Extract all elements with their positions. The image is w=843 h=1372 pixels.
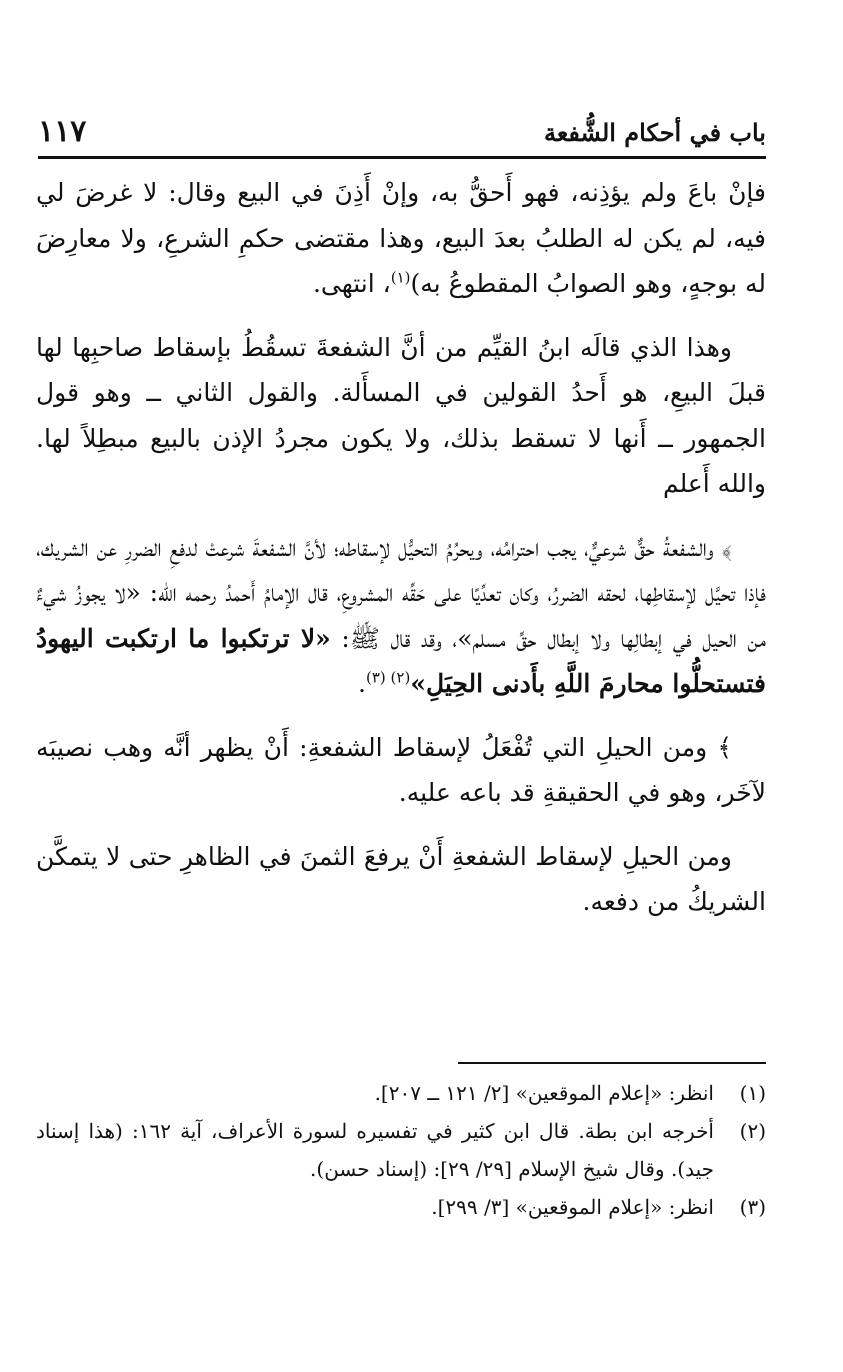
footnote-rule (458, 1062, 766, 1064)
footnotes (36, 1074, 766, 1226)
header-rule (38, 156, 766, 159)
footnote-ref-1: (١) (390, 268, 411, 287)
quote-ahmad: «لا يجوزُ شيءٌ من الحيل في إبطالِها ولا إبطال حقِّ مسلم» (36, 578, 766, 653)
paragraph-3-end: . (358, 669, 366, 698)
running-title: باب في أحكام الشُّفعة (543, 118, 766, 147)
footnote-text: انظر: «إعلام الموقعين» [٢/ ١٢١ ــ ٢٠٧]. (374, 1081, 714, 1105)
footnote-text: أخرجه ابن بطة. قال ابن كثير في تفسيره لسورة الأعراف، آية ١٦٢: (هذا إسناد جيد). وقال شيخ الإسلام [٢٩/ ٢٩]: (إسناد حسن). (36, 1119, 714, 1181)
paragraph-3-text: ﴾ والشفعةُ حقٌّ شرعيٌّ، يجب احترامُه، ويحرُمُ التحيُّل لإسقاطه؛ لأنَّ الشفعةَ شرعتْ لدفعِ الضررِ عن الشريك، فإذا تحيَّل لإسقاطِها، لحقه الضررُ، وكان تعدِّيًا على حَقِّه المشروعِ، قال الإمامُ أَحمدُ رحمه الله: (36, 532, 766, 607)
footnote-text: انظر: «إعلام الموقعين» [٣/ ٢٩٩]. (431, 1195, 714, 1219)
page-number: ١١٧ (38, 114, 87, 149)
footnote-number: (١) (739, 1081, 766, 1105)
paragraph-1-text: فإنْ باعَ ولم يؤذِنه، فهو أَحقُّ به، وإنْ أَذِنَ في البيع وقال: لا غرضَ لي فيه، لم يكن له الطلبُ بعدَ البيع، وهذا مقتضى حكمِ الشرعِ، ولا معارِضَ له بوجهٍ، وهو الصوابُ المقطوعُ به) (36, 178, 766, 298)
footnote-refs-2-3: (٢) (٣) (365, 668, 411, 687)
footnote-3 (36, 1188, 766, 1226)
paragraph-3 (36, 525, 766, 707)
footnote-number: (٣) (739, 1195, 766, 1219)
page-header (38, 114, 766, 154)
footnote-1 (36, 1074, 766, 1112)
paragraph-3-mid: ، وقد قال ﷺ: (341, 623, 458, 653)
footnote-2 (36, 1112, 766, 1188)
main-text (36, 170, 766, 925)
paragraph-5: ومن الحيلِ لإسقاط الشفعةِ أَنْ يرفعَ الثمنَ في الظاهرِ حتى لا يتمكَّن الشريكُ من دفعه. (36, 841, 766, 916)
paragraph-4: ﴾ ومن الحيلِ التي تُفْعَلُ لإسقاط الشفعةِ: أَنْ يظهر أنَّه وهب نصيبَه لآخَر، وهو في الحقيقةِ قد باعه عليه. (36, 732, 766, 807)
hadith-quote: «لا ترتكبوا ما ارتكبت اليهودُ فتستحلُّوا محارمَ اللَّهِ بأَدنى الحِيَلِ» (36, 623, 766, 698)
paragraph-2: وهذا الذي قالَه ابنُ القيِّم من أنَّ الشفعةَ تسقُطُ بإسقاط صاحبِها لها قبلَ البيعِ، هو أَحدُ القولين في المسأَلة. والقول الثاني ــ وهو قول الجمهور ــ أَنها لا تسقط بذلك، ولا يكون مجردُ الإذن بالبيع مبطِلاً لها. والله أَعلم (36, 332, 766, 498)
paragraph-1 (36, 170, 766, 307)
paragraph-1-end: ، انتهى. (312, 269, 391, 298)
footnote-number: (٢) (739, 1119, 766, 1143)
